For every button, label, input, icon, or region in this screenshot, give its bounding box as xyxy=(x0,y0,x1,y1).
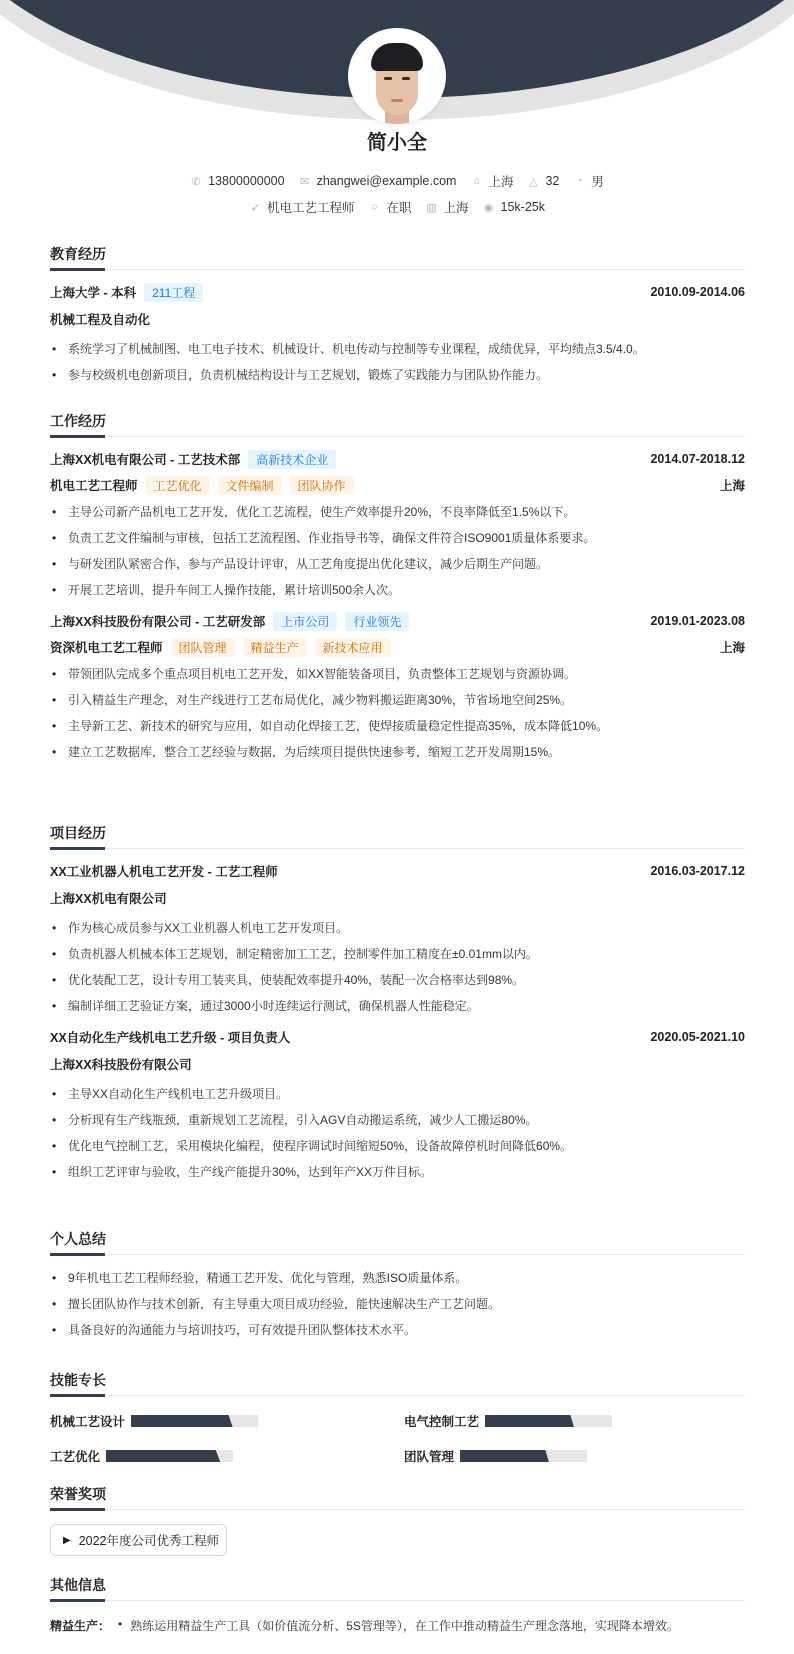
list-item: • 编制详细工艺验证方案，通过3000小时连续运行测试，确保机器人性能稳定。 xyxy=(50,993,745,1019)
role-tag: 文件编制 xyxy=(218,476,282,495)
building-icon: ▥ xyxy=(426,201,437,214)
school-tag: 211工程 xyxy=(144,283,203,302)
company-tag: 上市公司 xyxy=(273,612,337,631)
period: 2014.07-2018.12 xyxy=(650,452,745,466)
education-section xyxy=(50,244,745,388)
major: 机械工程及自动化 xyxy=(50,313,151,327)
list-item: • 引入精益生产理念，对生产线进行工艺布局优化，减少物料搬运距离30%，节省场地空间25%。 xyxy=(50,687,745,713)
period: 2019.01-2023.08 xyxy=(650,614,745,628)
section-title: 荣誉奖项 xyxy=(50,1486,106,1502)
skill-name: 工艺优化 xyxy=(50,1450,101,1464)
work-company-row xyxy=(50,611,745,631)
list-item: • 建立工艺数据库，整合工艺经验与数据，为后续项目提供快速参考，缩短工艺开发周期15%。 xyxy=(50,739,745,765)
skill-item xyxy=(50,1447,233,1465)
role-tag: 团队协作 xyxy=(290,476,354,495)
skill-bar xyxy=(460,1450,587,1462)
role: 资深机电工艺工程师 xyxy=(50,641,163,655)
projects-section xyxy=(50,823,745,1185)
list-item: • 具备良好的沟通能力与培训技巧，可有效提升团队整体技术水平。 xyxy=(50,1317,745,1343)
work-role-row xyxy=(50,475,745,495)
list-item: • 带领团队完成多个重点项目机电工艺开发，如XX智能装备项目，负责整体工艺规划与资源协调。 xyxy=(50,661,745,687)
skill-bar xyxy=(131,1415,258,1427)
company-tag: 高新技术企业 xyxy=(248,450,336,469)
list-item: • 作为核心成员参与XX工业机器人机电工艺开发项目。 xyxy=(50,915,745,941)
list-item: • 9年机电工艺工程师经验，精通工艺开发、优化与管理，熟悉ISO质量体系。 xyxy=(50,1265,745,1291)
section-title: 项目经历 xyxy=(50,825,106,841)
award-label: 2022年度公司优秀工程师 xyxy=(78,1534,220,1548)
home-icon: ⌂ xyxy=(473,175,480,187)
list-item: • 优化装配工艺，设计专用工装夹具，使装配效率提升40%，装配一次合格率达到98%。 xyxy=(50,967,745,993)
gender: 男 xyxy=(591,175,604,189)
other-section xyxy=(50,1575,745,1601)
send-icon: ➶ xyxy=(250,201,260,214)
status-icon: ○ xyxy=(371,201,378,213)
work-section xyxy=(50,411,745,765)
project-row xyxy=(50,1027,745,1047)
list-item: • 主导XX自动化生产线机电工艺升级项目。 xyxy=(50,1081,745,1107)
job-status: 在职 xyxy=(386,201,412,215)
phone: 13800000000 xyxy=(208,174,285,188)
company-tag: 行业领先 xyxy=(345,612,409,631)
mail-icon: ✉ xyxy=(299,175,310,188)
project-row xyxy=(50,861,745,881)
list-item: • 参与校级机电创新项目，负责机械结构设计与工艺规划，锻炼了实践能力与团队协作能力。 xyxy=(50,362,745,388)
list-item: • 负责工艺文件编制与审核，包括工艺流程图、作业指导书等，确保文件符合ISO9001质量体系要求。 xyxy=(50,525,745,551)
skill-bar xyxy=(106,1450,233,1462)
work-role-row xyxy=(50,637,745,657)
gender-icon: ◔ xyxy=(576,175,583,187)
city: 上海 xyxy=(719,479,745,493)
period: 2010.09-2014.06 xyxy=(650,285,745,299)
age-icon: △ xyxy=(529,175,538,188)
period: 2016.03-2017.12 xyxy=(650,864,745,878)
role-tag: 精益生产 xyxy=(243,638,307,657)
list-item: • 擅长团队协作与技术创新，有主导重大项目成功经验，能快速解决生产工艺问题。 xyxy=(50,1291,745,1317)
age: 32 xyxy=(545,174,560,188)
skills-section xyxy=(50,1370,745,1396)
awards-section xyxy=(50,1484,745,1510)
section-title: 其他信息 xyxy=(50,1577,106,1593)
project-name: XX工业机器人机电工艺开发 - 工艺工程师 xyxy=(50,865,278,879)
summary-section xyxy=(50,1229,745,1343)
other-label: 精益生产： xyxy=(50,1619,111,1633)
contact-row xyxy=(0,172,794,190)
candidate-name: 简小全 xyxy=(367,132,427,154)
role-tag: 团队管理 xyxy=(171,638,235,657)
location: 上海 xyxy=(488,175,514,189)
section-title: 技能专长 xyxy=(50,1372,106,1388)
company: 上海XX科技股份有限公司 - 工艺研发部 xyxy=(50,615,266,629)
skill-bar xyxy=(485,1415,612,1427)
education-item xyxy=(50,282,745,302)
list-item: • 分析现有生产线瓶颈，重新规划工艺流程，引入AGV自动搬运系统，减少人工搬运80%。 xyxy=(50,1107,745,1133)
skill-name: 电气控制工艺 xyxy=(404,1415,480,1429)
city: 上海 xyxy=(719,641,745,655)
project-name: XX自动化生产线机电工艺升级 - 项目负责人 xyxy=(50,1031,291,1045)
skill-item xyxy=(50,1412,258,1430)
caret-right-icon: ▶ xyxy=(63,1534,71,1546)
company: 上海XX机电有限公司 - 工艺技术部 xyxy=(50,453,241,467)
job-intent-row xyxy=(0,198,794,216)
target-position: 机电工艺工程师 xyxy=(266,201,355,215)
list-item: • 系统学习了机械制图、电工电子技术、机械设计、机电传动与控制等专业课程，成绩优异，平均绩点3.5/4.0。 xyxy=(50,336,745,362)
list-item: • 与研发团队紧密合作，参与产品设计评审，从工艺角度提出优化建议，减少后期生产问题。 xyxy=(50,551,745,577)
list-item: • 负责机器人机械本体工艺规划，制定精密加工工艺，控制零件加工精度在±0.01mm以内。 xyxy=(50,941,745,967)
award-item[interactable] xyxy=(50,1524,227,1556)
section-title: 个人总结 xyxy=(50,1231,106,1247)
period: 2020.05-2021.10 xyxy=(650,1030,745,1044)
other-text: 熟练运用精益生产工具（如价值流分析、5S管理等），在工作中推动精益生产理念落地，实现降本增效。 xyxy=(130,1619,679,1633)
target-city: 上海 xyxy=(443,201,469,215)
avatar xyxy=(348,28,446,124)
email: zhangwei@example.com xyxy=(316,174,457,188)
expected-salary: 15k-25k xyxy=(500,200,546,214)
skill-name: 团队管理 xyxy=(404,1450,455,1464)
role-tag: 工艺优化 xyxy=(146,476,210,495)
avatar-photo xyxy=(367,43,427,123)
phone-icon: ✆ xyxy=(191,175,201,188)
section-title: 工作经历 xyxy=(50,413,106,429)
salary-icon: ◉ xyxy=(483,201,494,214)
skill-item xyxy=(404,1412,612,1430)
work-company-row xyxy=(50,449,745,469)
section-title: 教育经历 xyxy=(50,246,106,262)
other-item xyxy=(50,1617,679,1634)
list-item: • 主导公司新产品机电工艺开发，优化工艺流程，使生产效率提升20%，不良率降低至1.5%以下。 xyxy=(50,499,745,525)
list-item: • 主导新工艺、新技术的研究与应用，如自动化焊接工艺，使焊接质量稳定性提高35%，成本降低10%。 xyxy=(50,713,745,739)
role: 机电工艺工程师 xyxy=(50,479,138,493)
skill-item xyxy=(404,1447,587,1465)
bullet: • xyxy=(118,1617,123,1631)
list-item: • 优化电气控制工艺，采用模块化编程，使程序调试时间缩短50%，设备故障停机时间降低60%。 xyxy=(50,1133,745,1159)
list-item: • 组织工艺评审与验收，生产线产能提升30%，达到年产XX万件目标。 xyxy=(50,1159,745,1185)
school: 上海大学 - 本科 xyxy=(50,286,137,300)
list-item: • 开展工艺培训，提升车间工人操作技能，累计培训500余人次。 xyxy=(50,577,745,603)
project-company: 上海XX科技股份有限公司 xyxy=(50,1058,192,1072)
skill-name: 机械工艺设计 xyxy=(50,1415,126,1429)
role-tag: 新技术应用 xyxy=(315,638,391,657)
project-company: 上海XX机电有限公司 xyxy=(50,892,167,906)
